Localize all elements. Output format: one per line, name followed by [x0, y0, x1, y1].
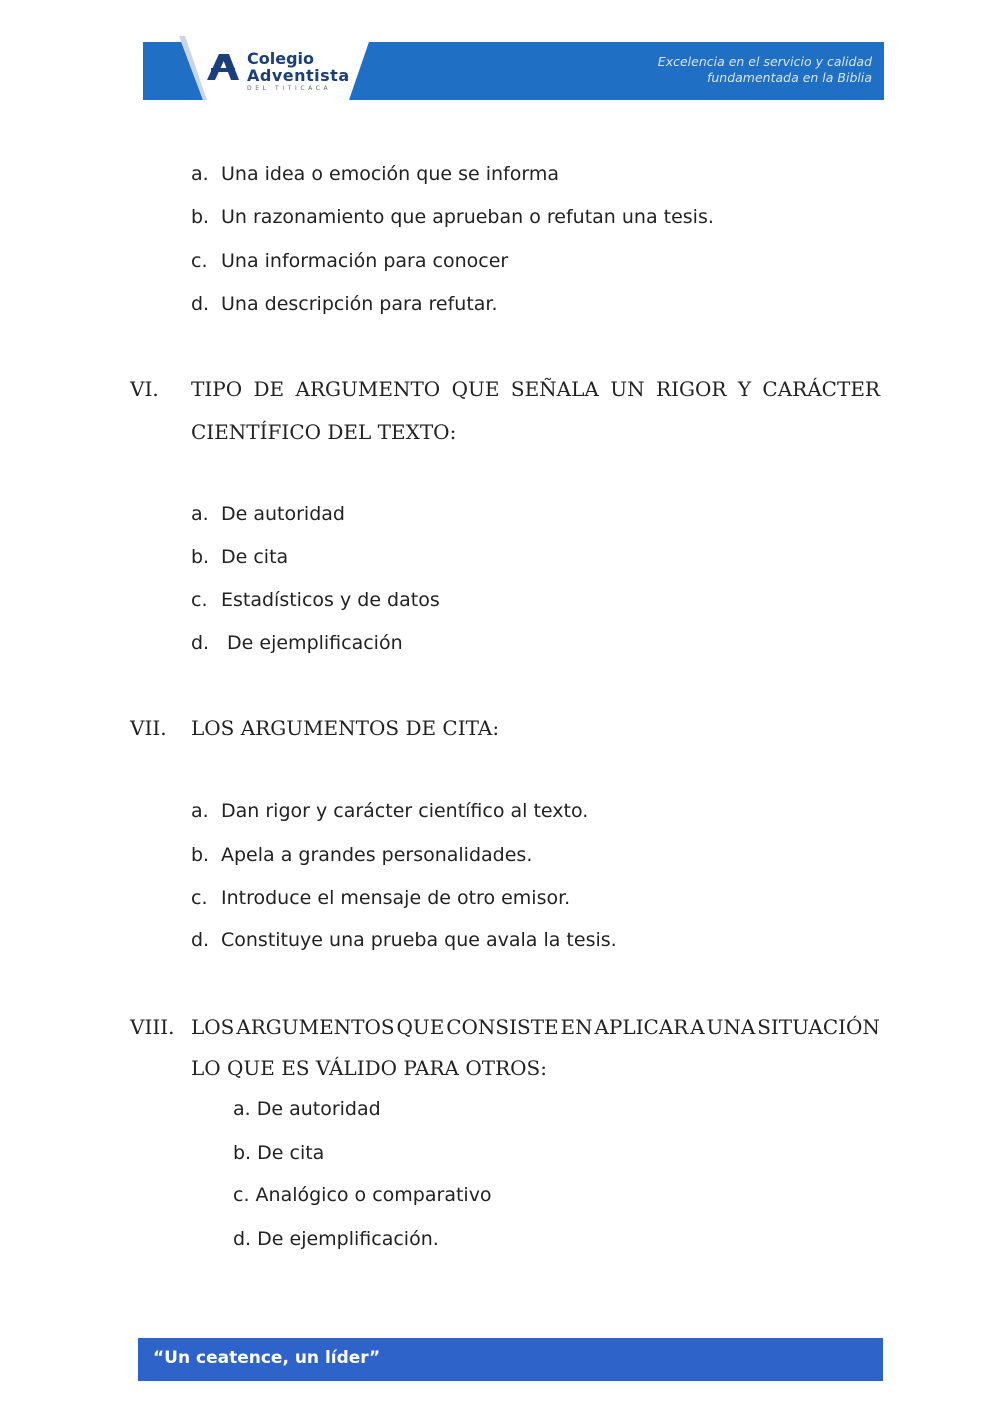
heading-word: SEÑALA [510, 377, 599, 401]
q8-option-d: d. De ejemplificación. [233, 1228, 439, 1250]
option-text: Una idea o emoción que se informa [221, 163, 559, 185]
option-letter: a. [191, 800, 209, 822]
option-letter: c. [191, 887, 208, 909]
q7-option-b [191, 844, 532, 866]
logo-line-colegio: Colegio [247, 49, 314, 68]
heading-word: QUE [451, 377, 500, 401]
heading-word: ARGUMENTOS [236, 1015, 395, 1039]
q8-number: VIII. [130, 1015, 175, 1039]
option-text: De cita [221, 546, 289, 568]
option-letter: c. [191, 589, 208, 611]
heading-word: UN [610, 377, 645, 401]
q5-option-a [191, 163, 559, 185]
heading-word: TIPO [191, 377, 243, 401]
option-letter: b. [191, 844, 210, 866]
heading-word: LOS [191, 1015, 235, 1039]
q7-number: VII. [130, 716, 167, 740]
heading-word: Y [737, 377, 752, 401]
q7-option-a [191, 800, 588, 822]
q5-option-d [191, 293, 498, 315]
heading-word: ARGUMENTO [295, 377, 441, 401]
option-text: De autoridad [221, 503, 345, 525]
option-text: Un razonamiento que aprueban o refutan una tesis. [221, 206, 714, 228]
option-text: Una descripción para refutar. [221, 293, 498, 315]
logo-line-titicaca: DEL TITICACA [247, 85, 332, 92]
heading-word: SITUACIÓN [757, 1015, 880, 1039]
option-text: Constituye una prueba que avala la tesis. [221, 929, 617, 951]
heading-word: APLICAR [594, 1015, 689, 1039]
q6-heading-line1 [191, 377, 880, 401]
q7-option-c [191, 887, 570, 909]
page-header [143, 36, 884, 100]
q7-heading: LOS ARGUMENTOS DE CITA: [191, 716, 500, 740]
q6-option-b [191, 546, 288, 568]
q8-heading-line1 [191, 1015, 880, 1039]
motto-line-2: fundamentada en la Biblia [706, 70, 872, 85]
option-letter: c. [191, 250, 208, 272]
q8-option-b: b. De cita [233, 1142, 325, 1164]
option-text: Una información para conocer [221, 250, 509, 272]
heading-word: CARÁCTER [762, 377, 880, 401]
page-footer [138, 1338, 883, 1381]
footer-slogan: “Un ceatence, un líder” [153, 1348, 381, 1368]
heading-word: QUE [396, 1015, 445, 1039]
q5-option-b [191, 206, 714, 228]
option-letter: b. [191, 546, 210, 568]
option-text: Introduce el mensaje de otro emisor. [221, 887, 571, 909]
header-motto [658, 54, 872, 86]
heading-word: DE [253, 377, 285, 401]
heading-word: A [690, 1015, 705, 1039]
heading-word: RIGOR [656, 377, 727, 401]
q6-option-a [191, 503, 345, 525]
q6-option-c [191, 589, 440, 611]
option-letter: a. [191, 503, 209, 525]
heading-word: CONSISTE [446, 1015, 559, 1039]
q6-number: VI. [130, 377, 159, 401]
option-letter: d. [191, 929, 210, 951]
option-letter: d. [191, 632, 210, 654]
q8-option-c: c. Analógico o comparativo [233, 1184, 492, 1206]
option-letter: d. [191, 293, 210, 315]
heading-word: EN [560, 1015, 593, 1039]
motto-line-1: Excelencia en el servicio y calidad [657, 54, 872, 69]
option-text: Dan rigor y carácter científico al texto. [221, 800, 589, 822]
q5-option-c [191, 250, 508, 272]
logo-a-icon [205, 52, 241, 82]
q6-heading-line2: CIENTÍFICO DEL TEXTO: [191, 420, 457, 444]
logo-line-adventista: Adventista [247, 66, 350, 85]
q8-heading-line2: LO QUE ES VÁLIDO PARA OTROS: [191, 1056, 547, 1080]
logo-text [247, 50, 350, 92]
option-text: Apela a grandes personalidades. [221, 844, 533, 866]
option-letter: b. [191, 206, 210, 228]
q8-option-a: a. De autoridad [233, 1098, 381, 1120]
option-letter: a. [191, 163, 209, 185]
option-text: Estadísticos y de datos [221, 589, 440, 611]
option-text: De ejemplificación [221, 632, 403, 654]
q6-option-d [191, 632, 403, 654]
heading-word: UNA [706, 1015, 756, 1039]
q7-option-d [191, 929, 617, 951]
